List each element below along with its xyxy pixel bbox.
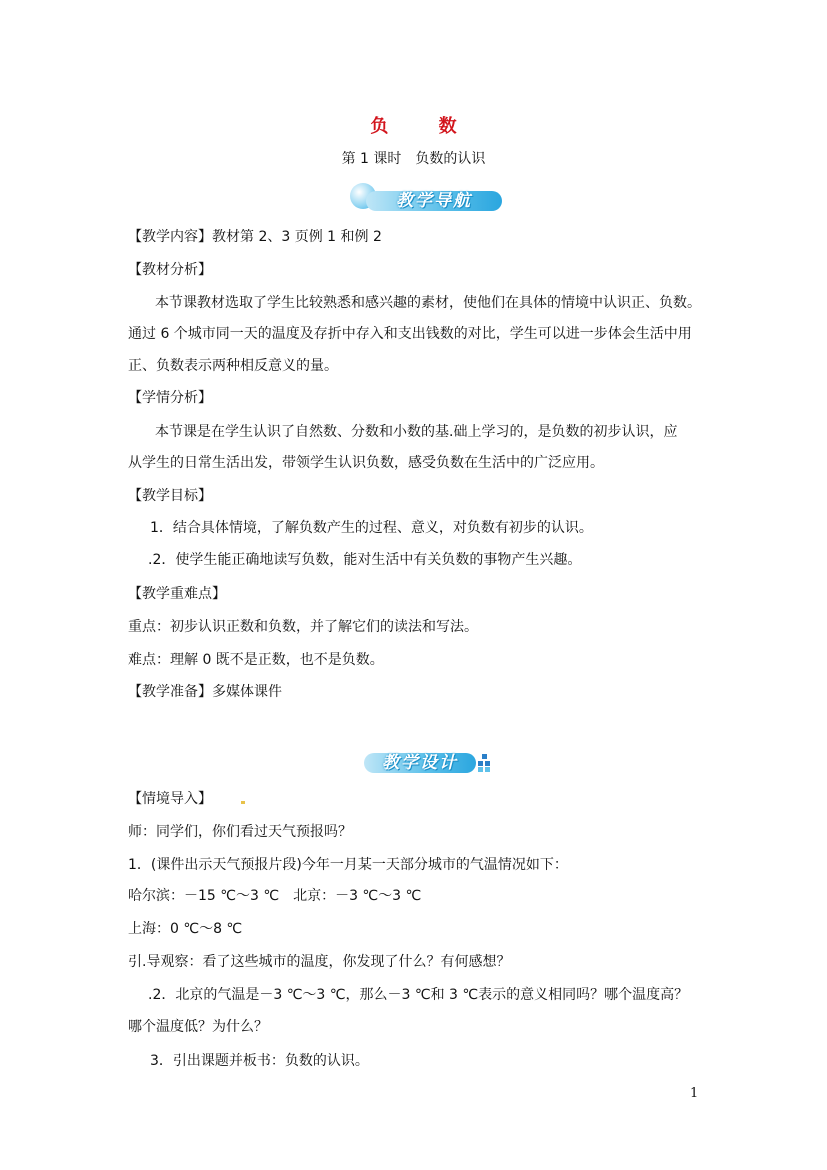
paragraph-line: 正、负数表示两种相反意义的量。 [128, 358, 338, 374]
section-banner-teaching-guide [352, 183, 502, 215]
section-heading: 【学情分析】 [128, 390, 212, 406]
section-heading: 【情境导入】 [128, 791, 212, 807]
paragraph-line: 哈尔滨：－15 ℃～3 ℃ 北京：－3 ℃～3 ℃ [128, 888, 422, 904]
paragraph-line: 通过 6 个城市同一天的温度及存折中存入和支出钱数的对比，学生可以进一步体会生活中用 [128, 326, 692, 342]
paragraph-line: 本节课教材选取了学生比较熟悉和感兴趣的素材，使他们在具体的情境中认识正、负数。 [155, 295, 701, 311]
squares-icon [478, 754, 492, 772]
paragraph-line: 1．(课件出示天气预报片段)今年一月某一天部分城市的气温情况如下： [128, 857, 568, 873]
section-banner-teaching-design [364, 745, 476, 777]
section-heading: 【教学目标】 [128, 488, 212, 504]
paragraph-line: 师：同学们，你们看过天气预报吗？ [128, 824, 352, 840]
banner-label: 教学导航 [396, 191, 472, 211]
section-heading: 【教学重难点】 [128, 586, 226, 602]
goal-item: 1．结合具体情境，了解负数产生的过程、意义，对负数有初步的认识。 [150, 520, 593, 536]
paragraph-line: 引.导观察：看了这些城市的温度，你发现了什么？有何感想？ [128, 954, 511, 970]
teaching-content: 【教学内容】教材第 2、3 页例 1 和例 2 [128, 229, 382, 245]
mark-dot [241, 801, 245, 804]
lesson-subtitle: 第 1 课时 负数的认识 [341, 151, 486, 167]
goal-item: .2．使学生能正确地读写负数，能对生活中有关负数的事物产生兴趣。 [148, 552, 582, 568]
paragraph-line: 本节课是在学生认识了自然数、分数和小数的基.础上学习的，是负数的初步认识，应 [155, 424, 678, 440]
key-point: 重点：初步认识正数和负数，并了解它们的读法和写法。 [128, 619, 478, 635]
paragraph-line: .2．北京的气温是－3 ℃～3 ℃，那么－3 ℃和 3 ℃表示的意义相同吗？哪个温度高？ [148, 987, 689, 1003]
page-number: 1 [690, 1086, 699, 1101]
paragraph-line: 上海：0 ℃～8 ℃ [128, 921, 243, 937]
teaching-prep: 【教学准备】多媒体课件 [128, 684, 282, 700]
paragraph-line: 3．引出课题并板书：负数的认识。 [150, 1053, 369, 1069]
paragraph-line: 哪个温度低？为什么？ [128, 1019, 268, 1035]
section-heading: 【教材分析】 [128, 262, 212, 278]
difficult-point: 难点：理解 0 既不是正数，也不是负数。 [128, 652, 384, 668]
paragraph-line: 从学生的日常生活出发，带领学生认识负数，感受负数在生活中的广泛应用。 [128, 455, 604, 471]
page-title: 负 数 [370, 116, 479, 137]
banner-label: 教学设计 [382, 753, 458, 773]
